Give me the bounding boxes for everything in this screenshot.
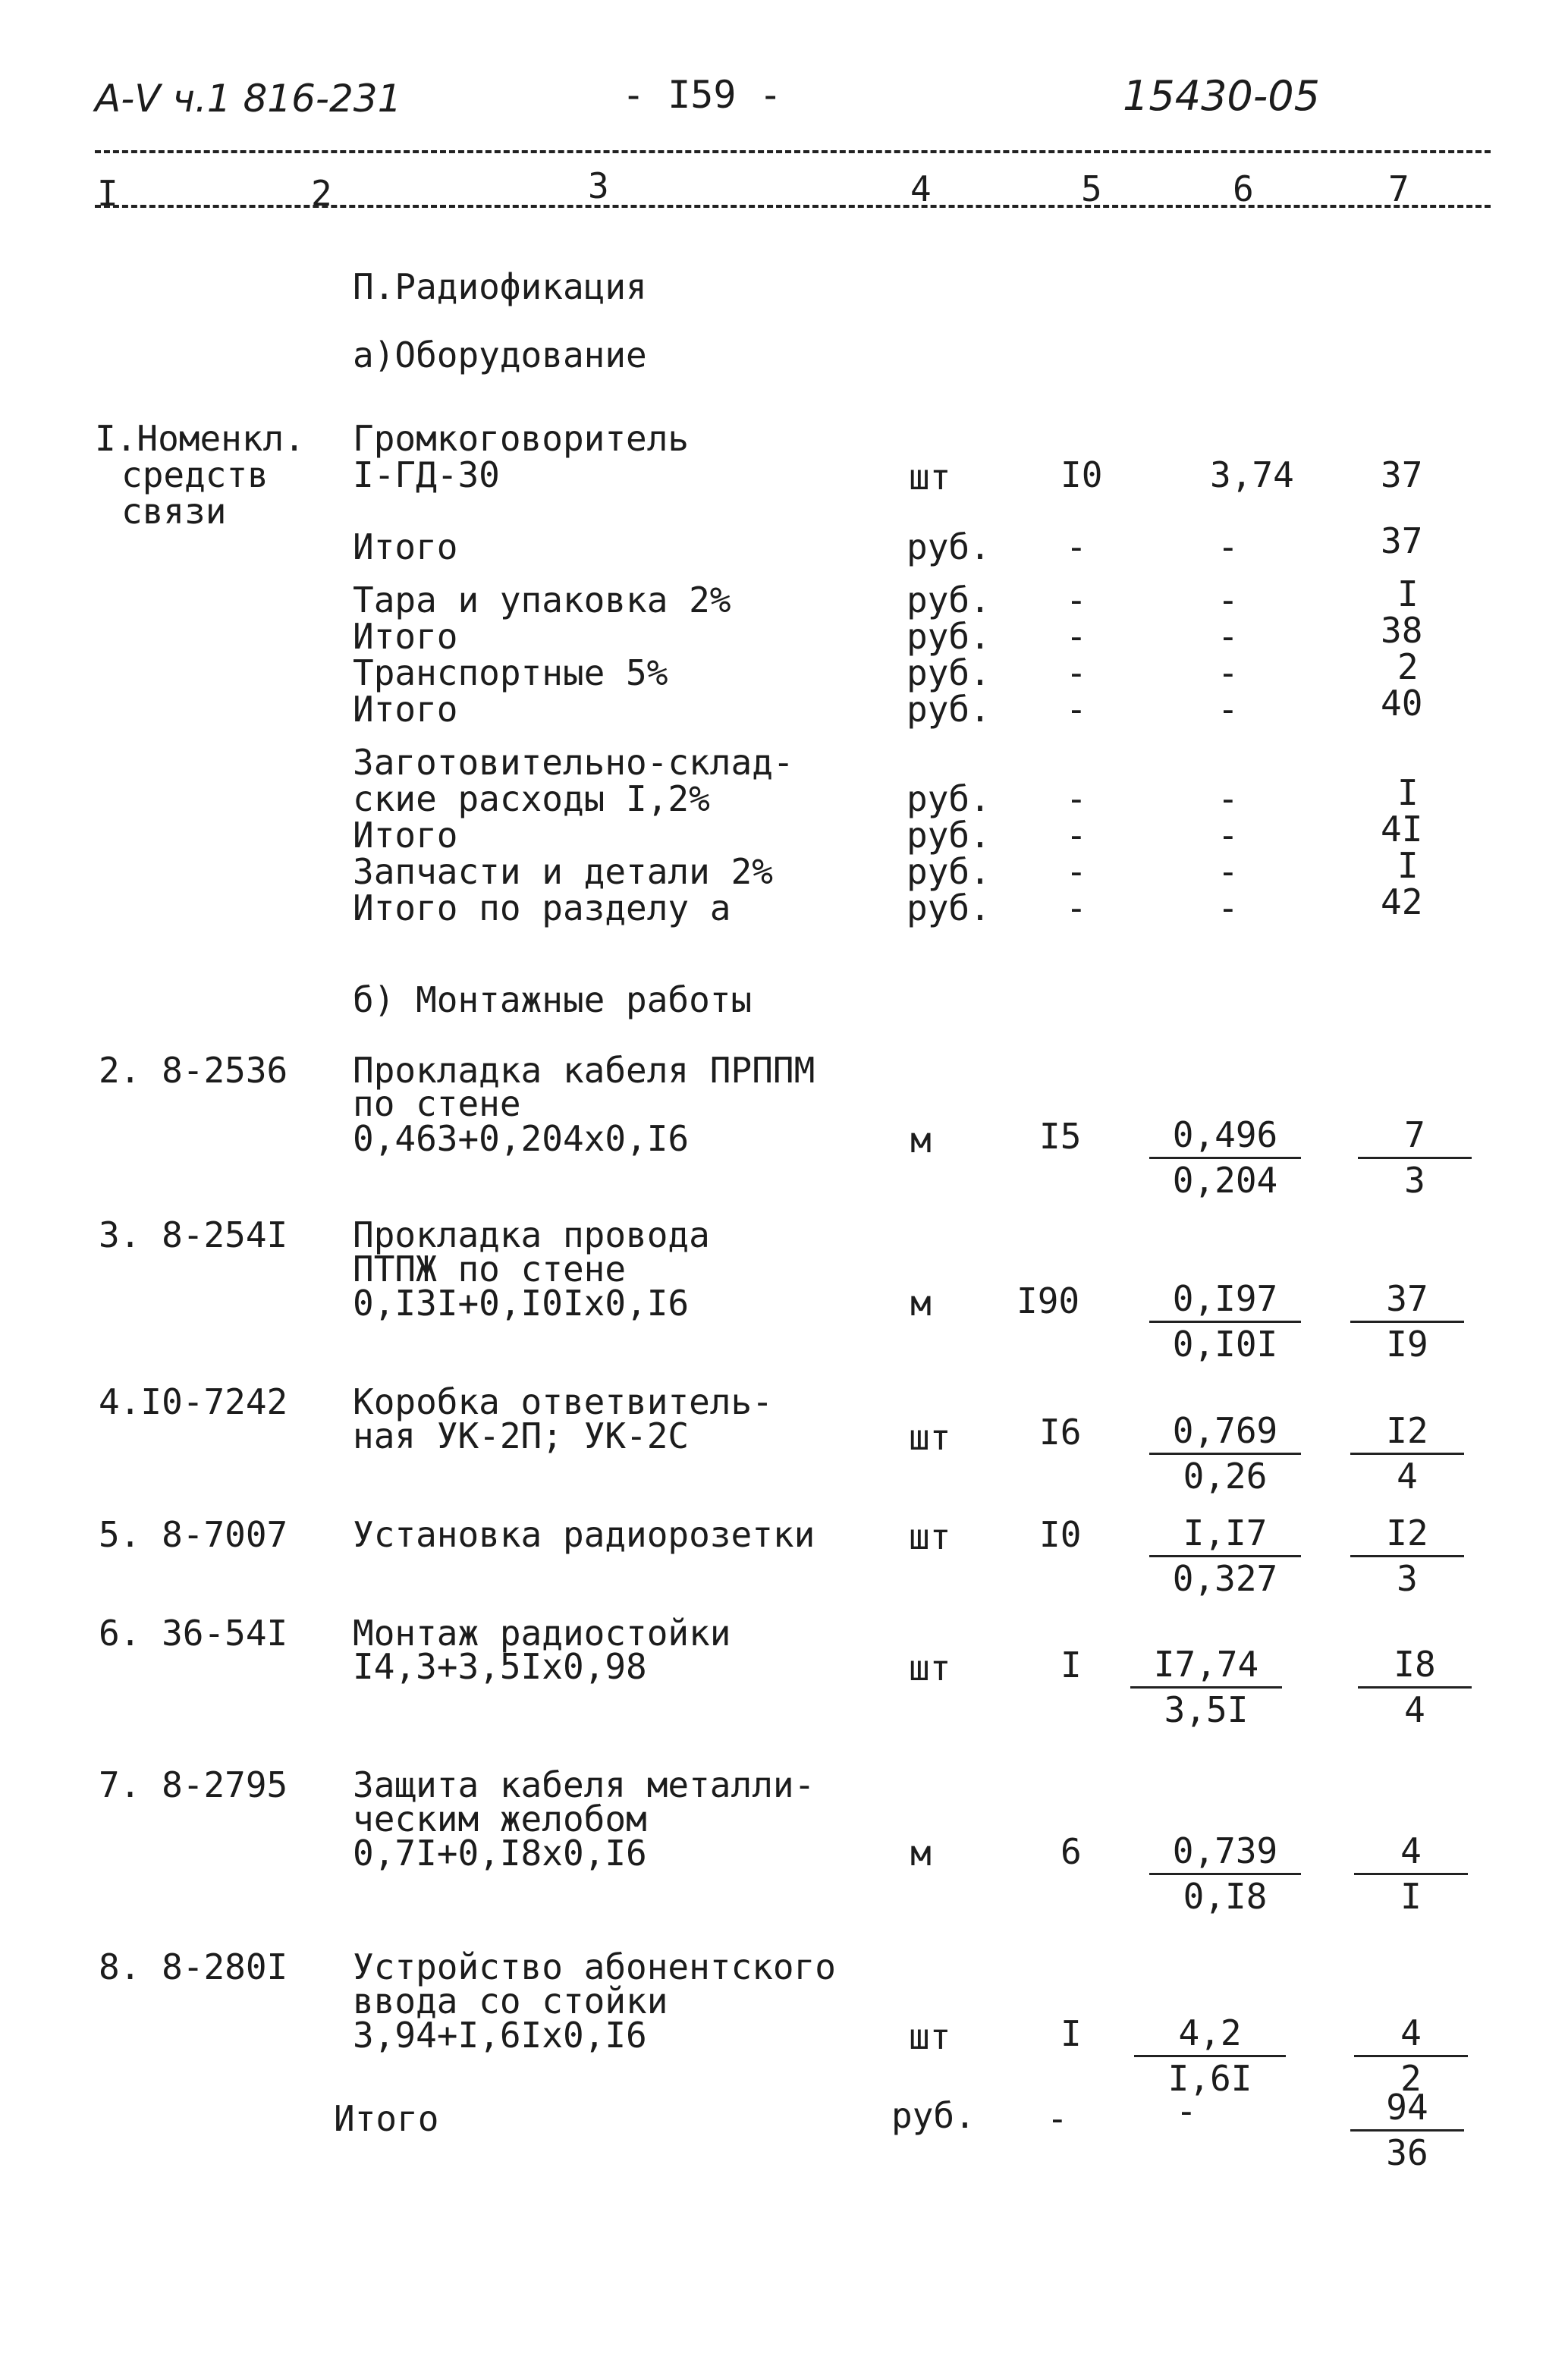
row-name: Итого [353,689,458,730]
separator-line [95,150,1491,153]
total-fraction [1358,1645,1472,1730]
unit-cell: шт [909,1516,951,1557]
row-unit: руб. [907,526,991,567]
row-total: 38 [1381,610,1423,651]
item-name: 0,463+0,204х0,I6 [353,1118,690,1159]
total-denominator: 2 [1400,2057,1422,2099]
total-unit: руб. [891,2095,976,2136]
section-title: П.Радиофикация [353,266,647,307]
item-number: 2. 8-2536 [99,1050,288,1091]
quantity-cell: I0 [1061,454,1103,495]
price-numerator: I7,74 [1130,1645,1282,1689]
row-total: I [1397,573,1419,614]
item-number: 7. 8-2795 [99,1764,288,1805]
row-price: - [1218,616,1239,657]
row-price: - [1218,689,1239,730]
price-numerator: I,I7 [1149,1513,1301,1557]
quantity-cell: 6 [1061,1831,1082,1872]
separator-line [95,205,1491,208]
column-header: 4 [910,168,932,209]
page-number: - I59 - [622,73,782,117]
total-denominator: 3 [1397,1557,1418,1599]
row-name: Итого по разделу а [353,887,731,928]
total-numerator: 7 [1358,1115,1472,1159]
price-numerator: 0,496 [1149,1115,1301,1159]
row-unit: руб. [907,778,991,819]
price-denominator: 3,5I [1164,1689,1249,1730]
total-denominator: 36 [1386,2132,1428,2173]
quantity-cell: I6 [1039,1412,1082,1453]
row-total: 2 [1397,646,1419,687]
item-name: ная УК-2П; УК-2С [353,1415,690,1456]
column-header: 3 [588,165,609,206]
row-qty: - [1066,689,1087,730]
quantity-cell: I5 [1039,1116,1082,1157]
item-name: 0,I3I+0,I0Iх0,I6 [353,1283,690,1324]
row-price: - [1218,778,1239,819]
price-denominator: 0,I0I [1172,1323,1278,1365]
unit-cell: шт [909,457,951,498]
price-numerator: 0,739 [1149,1831,1301,1875]
row-qty: - [1066,778,1087,819]
row-total: I [1397,845,1419,886]
quantity-cell: I [1061,2013,1082,2054]
unit-cell: шт [909,1648,951,1689]
total-denominator: 4 [1397,1455,1418,1497]
row-price: - [1218,580,1239,620]
row-total: 4I [1381,809,1423,850]
row-total: I [1397,772,1419,813]
item-number: 8. 8-280I [99,1946,288,1987]
quantity-cell: I [1061,1645,1082,1685]
column-header: 7 [1388,168,1409,209]
quantity-cell: I90 [1017,1280,1080,1321]
row-unit: руб. [907,851,991,892]
row-qty: - [1066,580,1087,620]
subsection-title: а)Оборудование [353,335,647,375]
row-total: 37 [1381,520,1423,561]
row-name: Запчасти и детали 2% [353,851,773,892]
row-name: Тара и упаковка 2% [353,580,731,620]
unit-cell: м [910,1833,932,1874]
total-denominator: 4 [1404,1689,1425,1730]
price-denominator: 0,I8 [1183,1875,1268,1917]
item-name: ввода со стойки [353,1981,668,2022]
total-fraction [1350,1513,1464,1599]
item-name: Громкоговоритель [353,418,690,459]
row-price: - [1218,652,1239,693]
item-name: Устройство абонентского [353,1946,836,1987]
row-total: 40 [1381,683,1423,724]
total-cell: 37 [1381,454,1423,495]
row-price: - [1218,851,1239,892]
unit-cell: м [910,1120,932,1161]
item-name: I-ГД-30 [353,454,500,495]
price-numerator: 0,I97 [1149,1279,1301,1323]
column-header: 5 [1081,168,1102,209]
price-fraction [1149,1279,1301,1365]
total-numerator: 37 [1350,1279,1464,1323]
item-number: 6. 36-54I [99,1613,288,1654]
row-qty: - [1066,616,1087,657]
column-header: I [97,173,118,214]
unit-cell: м [910,1283,932,1324]
price-numerator: 4,2 [1134,2013,1286,2057]
column-header: 6 [1233,168,1254,209]
item-name: I4,3+3,5Iх0,98 [353,1646,647,1687]
item-name: 0,7I+0,I8х0,I6 [353,1833,647,1874]
total-fraction [1354,1831,1468,1917]
total-price: - [1176,2091,1197,2132]
subsection-title: б) Монтажные работы [353,979,753,1020]
row-name: Итого [353,616,458,657]
price-denominator: 0,204 [1172,1159,1278,1201]
total-fraction [1350,1279,1464,1365]
price-denominator: 0,327 [1172,1557,1278,1599]
item-name: Прокладка кабеля ПРППМ [353,1050,815,1091]
row-price: - [1218,887,1239,928]
price-fraction [1130,1645,1282,1730]
total-label: Итого [334,2098,439,2139]
row-unit: руб. [907,689,991,730]
price-numerator: 0,769 [1149,1411,1301,1455]
total-denominator: 3 [1404,1159,1425,1201]
item-number: средств [121,454,269,495]
row-qty: - [1066,887,1087,928]
price-fraction [1149,1831,1301,1917]
unit-cell: шт [909,2016,951,2057]
row-qty: - [1066,526,1087,567]
row-name: Транспортные 5% [353,652,668,693]
total-denominator: I [1400,1875,1422,1917]
item-number: I.Номенкл. [95,418,305,459]
item-name: Защита кабеля металли- [353,1764,815,1805]
document-code: А-V ч.1 816-231 [95,77,402,121]
total-numerator: I8 [1358,1645,1472,1689]
unit-cell: шт [909,1417,951,1458]
item-name: ПТПЖ по стене [353,1249,627,1290]
row-name: Итого [353,815,458,856]
item-name: по стене [353,1083,521,1124]
price-fraction [1149,1513,1301,1599]
grand-total-fraction [1350,2088,1464,2173]
row-price: - [1218,815,1239,856]
price-denominator: I,6I [1167,2057,1252,2099]
price-cell: 3,74 [1210,454,1294,495]
row-qty: - [1066,851,1087,892]
quantity-cell: I0 [1039,1514,1082,1555]
total-numerator: 4 [1354,2013,1468,2057]
price-fraction [1149,1115,1301,1201]
total-fraction [1354,2013,1468,2099]
row-qty: - [1066,652,1087,693]
item-name: ческим желобом [353,1799,647,1839]
total-numerator: I2 [1350,1513,1464,1557]
row-unit: руб. [907,815,991,856]
row-unit: руб. [907,616,991,657]
total-numerator: I2 [1350,1411,1464,1455]
total-numerator: 94 [1350,2088,1464,2132]
total-fraction [1350,1411,1464,1497]
row-name: Итого [353,526,458,567]
row-unit: руб. [907,887,991,928]
row-unit: руб. [907,652,991,693]
item-number: связи [121,491,227,532]
row-name: Заготовительно-склад- [353,742,794,783]
total-qty: - [1047,2098,1068,2139]
item-name: Прокладка провода [353,1214,710,1255]
item-number: 4.I0-7242 [99,1381,288,1422]
column-header: 2 [311,173,332,214]
item-name: 3,94+I,6Iх0,I6 [353,2015,647,2056]
price-fraction [1149,1411,1301,1497]
row-qty: - [1066,815,1087,856]
price-denominator: 0,26 [1183,1455,1268,1497]
row-name: ские расходы I,2% [353,778,710,819]
item-number: 3. 8-254I [99,1214,288,1255]
row-total: 42 [1381,881,1423,922]
row-unit: руб. [907,580,991,620]
item-name: Монтаж радиостойки [353,1613,731,1654]
total-fraction [1358,1115,1472,1201]
item-name: Коробка ответвитель- [353,1381,773,1422]
total-denominator: I9 [1386,1323,1428,1365]
project-number: 15430-05 [1123,72,1320,120]
row-price: - [1218,526,1239,567]
item-number: 5. 8-7007 [99,1514,288,1555]
total-numerator: 4 [1354,1831,1468,1875]
price-fraction [1134,2013,1286,2099]
item-name: Установка радиорозетки [353,1514,815,1555]
